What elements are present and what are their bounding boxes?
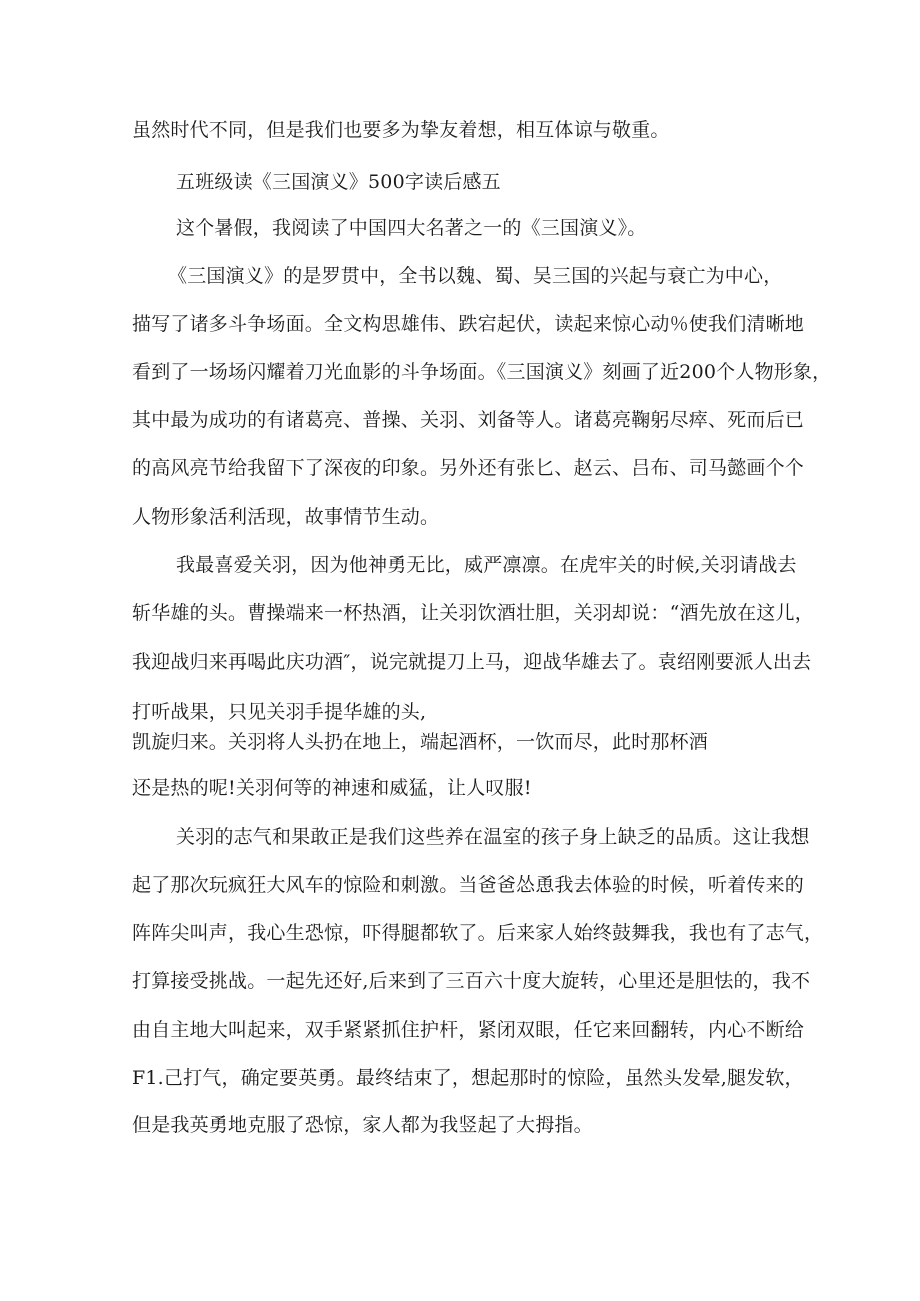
paragraph-line: 还是热的呢!关羽何等的神速和威猛，让人叹服! — [132, 777, 532, 799]
paragraph-line: 人物形象活利活现，故事情节生动。 — [132, 506, 440, 528]
paragraph-line: F1.己打气，确定要英勇。最终结束了，想起那时的惊险，虽然头发晕,腿发软， — [132, 1067, 804, 1089]
paragraph-line: 打算接受挑战。一起先还好,后来到了三百六十度大旋转，心里还是胆怯的，我不 — [132, 970, 811, 992]
paragraph-line: 其中最为成功的有诸葛亮、普操、关羽、刘备等人。诸葛亮鞠躬尽瘁、死而后已 — [132, 409, 805, 431]
paragraph-line: 描写了诸多斗争场面。全文构思雄伟、跌宕起伏，读起来惊心动％使我们清晰地 — [132, 313, 805, 335]
paragraph-line: 斩华雄的头。曹操端来一杯热酒，让关羽饮酒壮胆，关羽却说：“酒先放在这儿， — [132, 602, 814, 624]
paragraph-line: 看到了一场场闪耀着刀光血影的斗争场面。《三国演义》刻画了近200个人物形象， — [132, 361, 832, 383]
paragraph-line: 打听战果，只见关羽手提华雄的头, — [132, 701, 427, 723]
paragraph-line: 但是我英勇地克服了恐惊，家人都为我竖起了大拇指。 — [132, 1114, 593, 1136]
paragraph-line: 的高风亮节给我留下了深夜的印象。另外还有张匕、赵云、吕布、司马懿画个个 — [132, 457, 805, 479]
paragraph-line: 我最喜爱关羽，因为他神勇无比，威严凛凛。在虎牢关的时候,关羽请战去 — [176, 554, 797, 576]
paragraph-line: 虽然时代不同，但是我们也要多为挚友着想，相互体谅与敬重。 — [132, 119, 670, 141]
paragraph-line: 我迎战归来再喝此庆功酒″，说完就提刀上马，迎战华雄去了。袁绍刚要派人出去 — [132, 651, 812, 673]
paragraph-line: 起了那次玩疯狂大风车的惊险和刺激。当爸爸怂恿我去体验的时候，听着传来的 — [132, 874, 805, 896]
paragraph-line: 这个暑假，我阅读了中国四大名著之一的《三国演义》。 — [176, 217, 647, 239]
essay-title: 五班级读《三国演义》500字读后感五 — [176, 171, 501, 193]
paragraph-line: 《三国演义》的是罗贯中，全书以魏、蜀、吴三国的兴起与衰亡为中心， — [168, 265, 783, 287]
paragraph-line: 关羽的志气和果敢正是我们这些养在温室的孩子身上缺乏的品质。这让我想 — [176, 826, 810, 848]
paragraph-line: 由自主地大叫起来，双手紧紧抓住护杆，紧闭双眼，任它来回翻转，内心不断给 — [132, 1019, 805, 1041]
paragraph-line: 凯旋归来。关羽将人头扔在地上，端起酒杯，一饮而尽，此时那杯酒 — [132, 731, 709, 753]
paragraph-line: 阵阵尖叫声，我心生恐惊，吓得腿都软了。后来家人始终鼓舞我，我也有了志气， — [132, 922, 824, 944]
